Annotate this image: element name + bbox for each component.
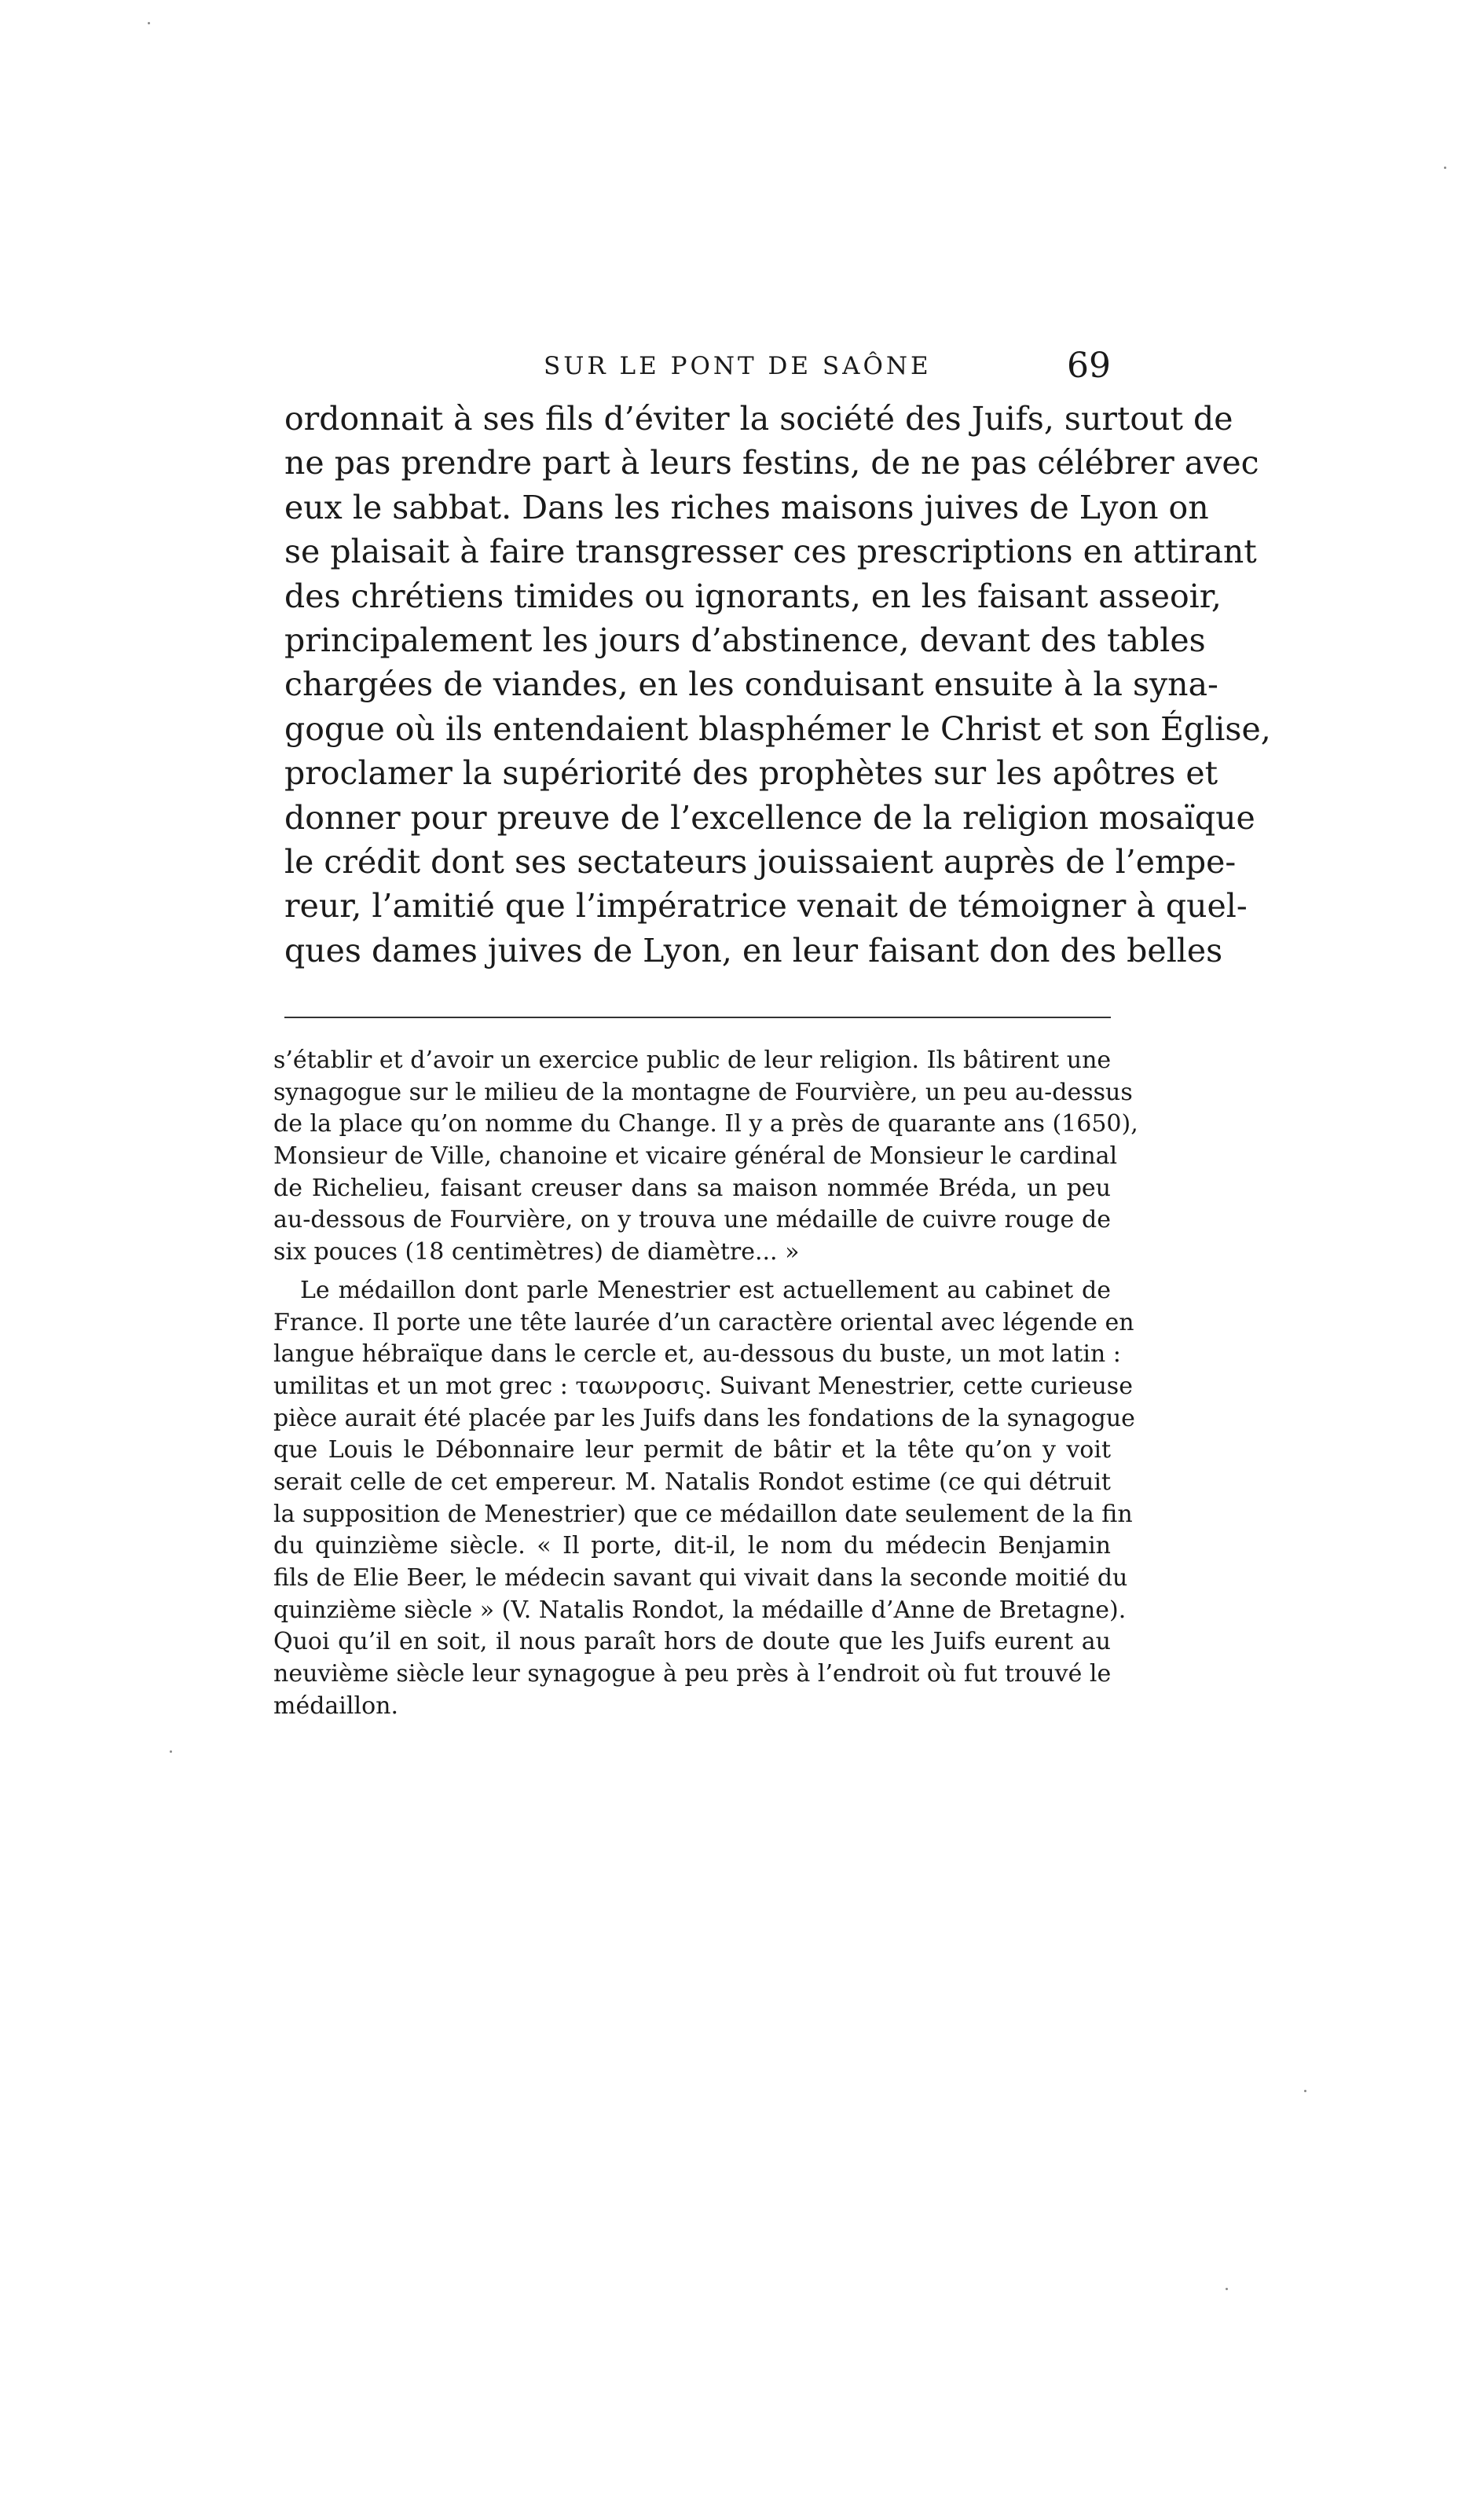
footnote-line: langue hébraïque dans le cercle et, au-dessous du buste, un mot latin : bbox=[273, 1340, 1121, 1369]
paper-speck bbox=[170, 1750, 172, 1753]
paper-speck bbox=[148, 22, 150, 24]
footnote-line: fils de Elie Beer, le médecin savant qui vivait dans la seconde moitié du bbox=[273, 1564, 1128, 1592]
text-line: reur, l’amitié que l’impératrice venait de témoigner à quel- bbox=[284, 887, 1248, 925]
footnote-line: au-dessous de Fourvière, on y trouva une médaille de cuivre rouge de bbox=[273, 1206, 1111, 1234]
text-line: se plaisait à faire transgresser ces prescriptions en attirant bbox=[284, 533, 1257, 571]
text-line: chargées de viandes, en les conduisant ensuite à la syna- bbox=[284, 665, 1218, 704]
footnote-line: France. Il porte une tête laurée d’un caractère oriental avec légende en bbox=[273, 1308, 1134, 1336]
footnote-line: neuvième siècle leur synagogue à peu près à l’endroit où fut trouvé le bbox=[273, 1660, 1112, 1688]
footnote-line: quinzième siècle » (V. Natalis Rondot, la médaille d’Anne de Bretagne). bbox=[273, 1596, 1127, 1624]
running-title: SUR LE PONT DE SAÔNE bbox=[544, 352, 932, 380]
text-line: donner pour preuve de l’excellence de la religion mosaïque bbox=[284, 798, 1255, 837]
footnote-line: Monsieur de Ville, chanoine et vicaire général de Monsieur le cardinal bbox=[273, 1142, 1118, 1171]
footnote-line: Quoi qu’il en soit, il nous paraît hors de doute que les Juifs eurent au bbox=[273, 1628, 1111, 1656]
footnote-line: synagogue sur le milieu de la montagne de Fourvière, un peu au-dessus bbox=[273, 1078, 1133, 1106]
text-line: ordonnait à ses fils d’éviter la société des Juifs, surtout de bbox=[284, 400, 1233, 438]
footnote-line: pièce aurait été placée par les Juifs dans les fondations de la synagogue bbox=[273, 1404, 1135, 1432]
footnotes bbox=[273, 1045, 1138, 1722]
footnote-line: umilitas et un mot grec : ταωνροσις. Suivant Menestrier, cette curieuse bbox=[273, 1372, 1133, 1400]
text-line: gogue où ils entendaient blasphémer le Christ et son Église, bbox=[284, 709, 1271, 748]
footnote-line: de la place qu’on nomme du Change. Il y a près de quarante ans (1650), bbox=[273, 1110, 1138, 1138]
text-line: eux le sabbat. Dans les riches maisons juives de Lyon on bbox=[284, 488, 1209, 526]
footnote-line: Le médaillon dont parle Menestrier est actuellement au cabinet de bbox=[300, 1276, 1111, 1304]
footnote-line: du quinzième siècle. « Il porte, dit-il, le nom du médecin Benjamin bbox=[273, 1532, 1111, 1560]
text-line: des chrétiens timides ou ignorants, en les faisant asseoir, bbox=[284, 577, 1222, 615]
main-text bbox=[284, 397, 1271, 973]
paper-speck bbox=[1226, 2288, 1228, 2290]
footnote-line: six pouces (18 centimètres) de diamètre... » bbox=[273, 1238, 800, 1266]
page-number: 69 bbox=[1067, 346, 1111, 386]
text-line: principalement les jours d’abstinence, devant des tables bbox=[284, 621, 1206, 659]
footnote-separator bbox=[284, 1017, 1111, 1018]
footnote-line: de Richelieu, faisant creuser dans sa maison nommée Bréda, un peu bbox=[273, 1174, 1111, 1202]
footnote-paragraph-1 bbox=[273, 1045, 1138, 1269]
text-line: le crédit dont ses sectateurs jouissaient auprès de l’empe- bbox=[284, 842, 1237, 881]
footnote-line: médaillon. bbox=[273, 1691, 398, 1720]
footnote-line: serait celle de cet empereur. M. Natalis Rondot estime (ce qui détruit bbox=[273, 1468, 1111, 1496]
footnote-line: que Louis le Débonnaire leur permit de bâtir et la tête qu’on y voit bbox=[273, 1436, 1111, 1464]
text-line: ques dames juives de Lyon, en leur faisant don des belles bbox=[284, 931, 1223, 969]
footnote-paragraph-2 bbox=[273, 1275, 1135, 1723]
paper-speck bbox=[1444, 167, 1446, 169]
text-line: ne pas prendre part à leurs festins, de ne pas célébrer avec bbox=[284, 444, 1259, 482]
text-line: proclamer la supériorité des prophètes sur les apôtres et bbox=[284, 754, 1218, 793]
footnote-line: s’établir et d’avoir un exercice public de leur religion. Ils bâtirent une bbox=[273, 1046, 1112, 1074]
footnote-line: la supposition de Menestrier) que ce médaillon date seulement de la fin bbox=[273, 1500, 1133, 1528]
running-head bbox=[284, 343, 1111, 390]
paper-speck bbox=[1304, 2090, 1306, 2092]
